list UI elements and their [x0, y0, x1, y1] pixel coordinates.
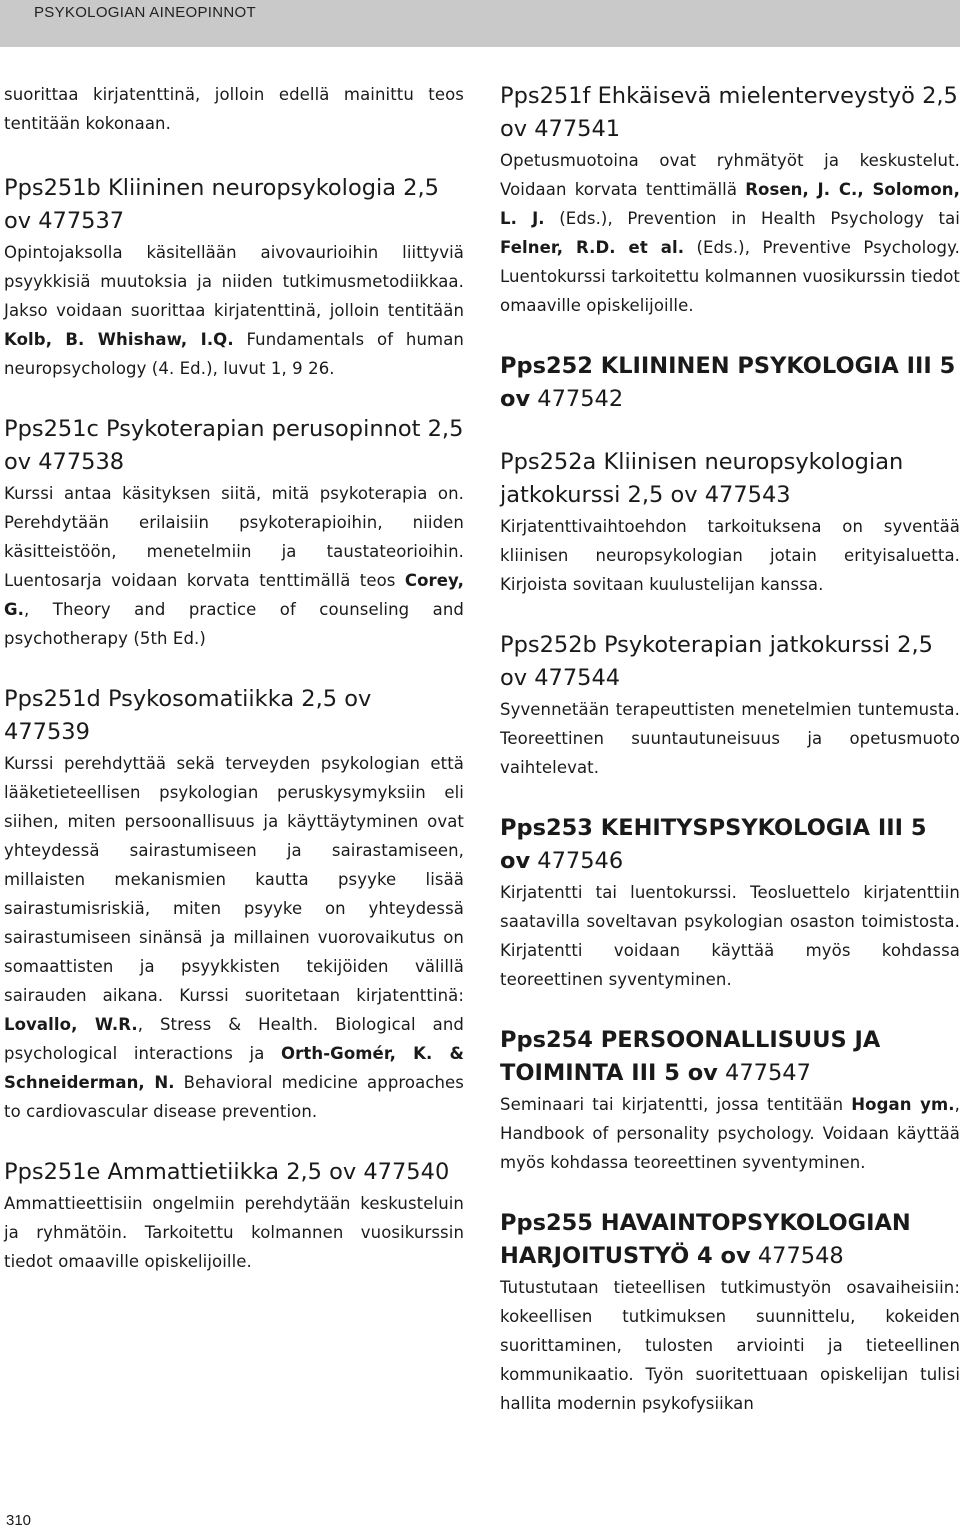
left-column	[4, 80, 464, 1276]
module-heading: Pps255 HAVAINTOPSYKOLOGIAN HARJOITUSTYÖ 4 ov 477548	[500, 1210, 911, 1269]
module-heading: Pps254 PERSOONALLISUUS JA TOIMINTA III 5 ov 477547	[500, 1027, 881, 1086]
course-pps251b	[4, 172, 464, 383]
course-heading: Pps251c Psykoterapian perusopinnot 2,5 ov 477538	[4, 416, 464, 475]
course-pps252	[500, 350, 960, 416]
running-header: PSYKOLOGIAN AINEOPINNOT	[34, 4, 256, 21]
course-pps251c	[4, 413, 464, 653]
course-description: Opintojaksolla käsitellään aivovaurioihin liittyviä psyykkisiä muutoksia ja niiden tutkimusmetodiikkaa. Jakso voidaan suorittaa kirjatenttinä, jolloin tentitään Kolb, B. Whishaw, I.Q. Fundamentals of human neuropsychology (4. Ed.), luvut 1, 9 26.	[4, 243, 464, 378]
intro-paragraph: suorittaa kirjatenttinä, jolloin edellä mainittu teos tentitään kokonaan.	[4, 85, 464, 133]
course-pps255	[500, 1207, 960, 1418]
course-pps251f	[500, 80, 960, 320]
header-bar	[0, 0, 960, 47]
course-heading: Pps251b Kliininen neuropsykologia 2,5 ov 477537	[4, 175, 439, 234]
course-description: Seminaari tai kirjatentti, jossa tentitään Hogan ym., Handbook of personality psychology. Voidaan käyttää myös kohdassa teoreettinen syventyminen.	[500, 1095, 960, 1172]
course-description: Kirjatenttivaihtoehdon tarkoituksena on syventää kliinisen neuropsykologian jotain erityisaluetta. Kirjoista sovitaan kuulustelijan kanssa.	[500, 517, 960, 594]
module-heading: Pps252 KLIININEN PSYKOLOGIA III 5 ov 477542	[500, 353, 956, 412]
page-number: 310	[6, 1512, 32, 1529]
course-heading: Pps251f Ehkäisevä mielenterveystyö 2,5 ov 477541	[500, 83, 958, 142]
course-description: Opetusmuotoina ovat ryhmätyöt ja keskustelut. Voidaan korvata tenttimällä Rosen, J. C., Solomon, L. J. (Eds.), Prevention in Health Psychology tai Felner, R.D. et al. (Eds.), Preventive Psychology. Luentokurssi tarkoitettu kolmannen vuosikurssin tiedot omaaville opiskelijoille.	[500, 151, 960, 315]
course-description: Ammattieettisiin ongelmiin perehdytään keskusteluin ja ryhmätöin. Tarkoitettu kolmannen vuosikurssin tiedot omaaville opiskelijoille.	[4, 1194, 464, 1271]
course-pps252b	[500, 629, 960, 782]
module-heading: Pps253 KEHITYSPSYKOLOGIA III 5 ov 477546	[500, 815, 927, 874]
course-pps251e	[4, 1156, 464, 1276]
course-description: Syvennetään terapeuttisten menetelmien tuntemusta. Teoreettinen suuntautuneisuus ja opetusmuoto vaihtelevat.	[500, 700, 960, 777]
course-description: Kirjatentti tai luentokurssi. Teosluettelo kirjatenttiin saatavilla soveltavan psykologian osaston toimistosta. Kirjatentti voidaan käyttää myös kohdassa teoreettinen syventyminen.	[500, 883, 960, 989]
course-heading: Pps251e Ammattietiikka 2,5 ov 477540	[4, 1159, 450, 1185]
course-description: Kurssi antaa käsityksen siitä, mitä psykoterapia on. Perehdytään erilaisiin psykoterapioihin, niiden käsitteistöön, menetelmiin ja taustateorioihin. Luentosarja voidaan korvata tenttimällä teos Corey, G., Theory and practice of counseling and psychotherapy (5th Ed.)	[4, 484, 464, 648]
course-heading: Pps252b Psykoterapian jatkokurssi 2,5 ov 477544	[500, 632, 933, 691]
course-pps254	[500, 1024, 960, 1177]
course-description: Tutustutaan tieteellisen tutkimustyön osavaiheisiin: kokeellisen tutkimuksen suunnittelu, kokeiden suorittaminen, tulosten arviointi ja tieteellinen kommunikaatio. Työn suoritettuaan opiskelijan tulisi hallita modernin psykofysiikan	[500, 1278, 960, 1413]
course-heading: Pps251d Psykosomatiikka 2,5 ov 477539	[4, 686, 372, 745]
course-heading: Pps252a Kliinisen neuropsykologian jatkokurssi 2,5 ov 477543	[500, 449, 904, 508]
course-pps252a	[500, 446, 960, 599]
course-pps253	[500, 812, 960, 994]
right-column	[500, 80, 960, 1418]
course-description: Kurssi perehdyttää sekä terveyden psykologian että lääketieteellisen psykologian peruskysymyksiin eli siihen, miten persoonallisuus ja käyttäytyminen ovat yhteydessä sairastumiseen ja sairastamiseen, millaisten mekanismien kautta psyyke lisää sairastumisriskiä, miten psyyke on yhteydessä sairastumiseen sinänsä ja millainen vuorovaikutus on somaattisten ja psyykkisten tekijöiden välillä sairauden aikana. Kurssi suoritetaan kirjatenttinä: Lovallo, W.R., Stress & Health. Biological and psychological interactions ja Orth-Gomér, K. & Schneiderman, N. Behavioral medicine approaches to cardiovascular disease prevention.	[4, 754, 465, 1121]
course-pps251d	[4, 683, 464, 1126]
